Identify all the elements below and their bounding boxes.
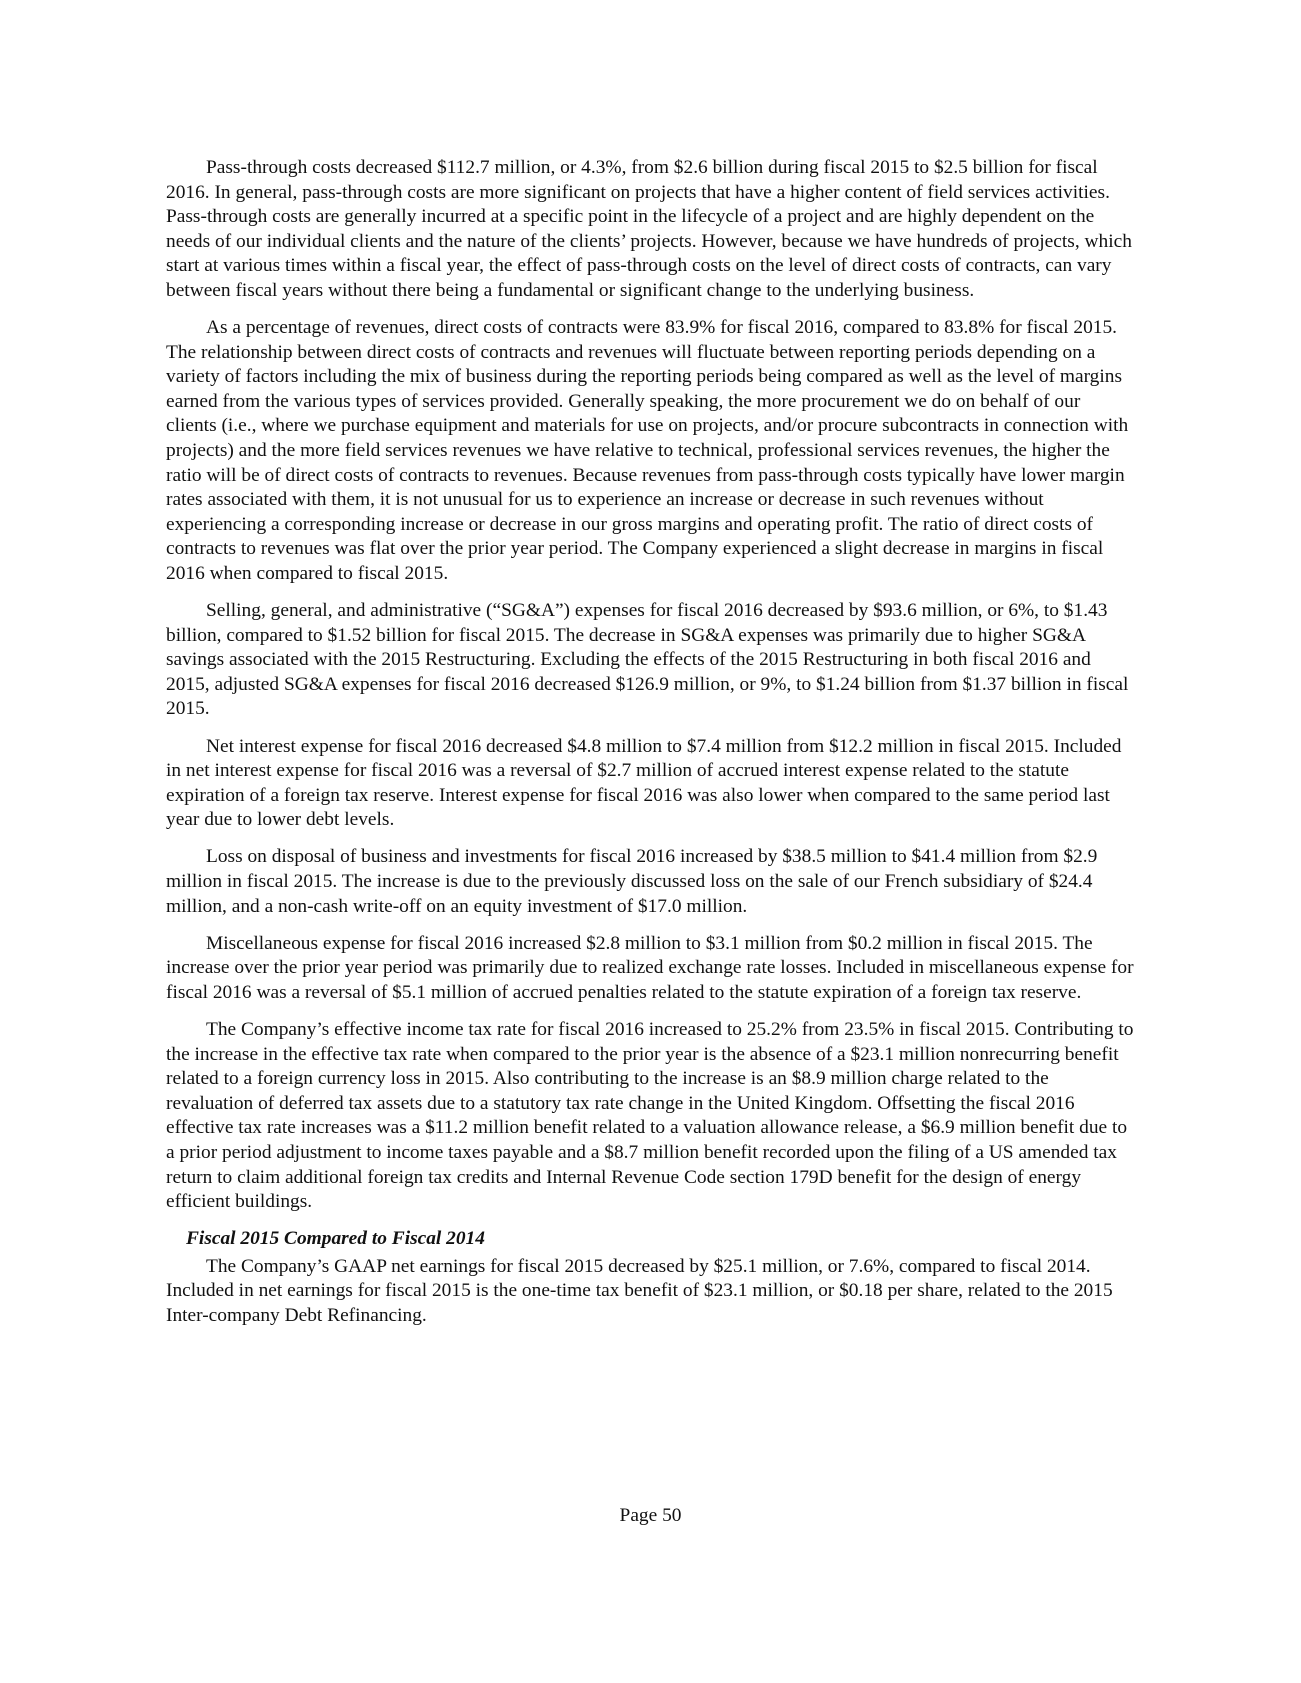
document-body xyxy=(166,156,1134,1341)
paragraph-miscellaneous-expense: Miscellaneous expense for fiscal 2016 increased $2.8 million to $3.1 million from $0.2 million in fiscal 2015. The increase over the prior year period was primarily due to realized exchange rate losses. Included in miscellaneous expense for fiscal 2016 was a reversal of $5.1 million of accrued penalties related to the statute expiration of a foreign tax reserve. xyxy=(166,932,1134,1003)
paragraph-effective-tax-rate: The Company’s effective income tax rate for fiscal 2016 increased to 25.2% from 23.5% in fiscal 2015. Contributing to the increase in the effective tax rate when compared to the prior year is the absence of a $23.1 million nonrecurring benefit related to a foreign currency loss in 2015. Also contributing to the increase is an $8.9 million charge related to the revaluation of deferred tax assets due to a statutory tax rate change in the United Kingdom. Offsetting the fiscal 2016 effective tax rate increases was a $11.2 million benefit related to a valuation allowance release, a $6.9 million benefit due to a prior period adjustment to income taxes payable and a $8.7 million benefit recorded upon the filing of a US amended tax return to claim additional foreign tax credits and Internal Revenue Code section 179D benefit for the design of energy efficient buildings. xyxy=(166,1019,1134,1213)
section-heading: Fiscal 2015 Compared to Fiscal 2014 xyxy=(186,1228,485,1250)
paragraph-pass-through-costs: Pass-through costs decreased $112.7 million, or 4.3%, from $2.6 billion during fiscal 2015 to $2.5 billion for fiscal 2016. In general, pass-through costs are more significant on projects that have a higher content of field services activities. Pass-through costs are generally incurred at a specific point in the lifecycle of a project and are highly dependent on the needs of our individual clients and the nature of the clients’ projects. However, because we have hundreds of projects, which start at various times within a fiscal year, the effect of pass-through costs on the level of direct costs of contracts, can vary between fiscal years without there being a fundamental or significant change to the underlying business. xyxy=(166,157,1132,301)
paragraph-net-interest-expense: Net interest expense for fiscal 2016 decreased $4.8 million to $7.4 million from $12.2 million in fiscal 2015. Included in net interest expense for fiscal 2016 was a reversal of $2.7 million of accrued interest expense related to the statute expiration of a foreign tax reserve. Interest expense for fiscal 2016 was also lower when compared to the same period last year due to lower debt levels. xyxy=(166,735,1122,831)
page-number: Page 50 xyxy=(619,1505,682,1526)
paragraph-loss-on-disposal: Loss on disposal of business and investments for fiscal 2016 increased by $38.5 million to $41.4 million from $2.9 million in fiscal 2015. The increase is due to the previously discussed loss on the sale of our French subsidiary of $24.4 million, and a non-cash write-off on an equity investment of $17.0 million. xyxy=(166,846,1098,917)
paragraph-gaap-net-earnings: The Company’s GAAP net earnings for fiscal 2015 decreased by $25.1 million, or 7.6%, compared to fiscal 2014. Included in net earnings for fiscal 2015 is the one-time tax benefit of $23.1 million, or $0.18 per share, related to the 2015 Inter-company Debt Refinancing. xyxy=(166,1255,1113,1327)
paragraph-sga-expenses: Selling, general, and administrative (“SG&A”) expenses for fiscal 2016 decreased by $93.6 million, or 6%, to $1.43 billion, compared to $1.52 billion for fiscal 2015. The decrease in SG&A expenses was primarily due to higher SG&A savings associated with the 2015 Restructuring. Excluding the effects of the 2015 Restructuring in both fiscal 2016 and 2015, adjusted SG&A expenses for fiscal 2016 decreased $126.9 million, or 9%, to $1.24 billion from $1.37 billion in fiscal 2015. xyxy=(166,600,1129,720)
paragraph-direct-costs-percentage: As a percentage of revenues, direct costs of contracts were 83.9% for fiscal 2016, compared to 83.8% for fiscal 2015. The relationship between direct costs of contracts and revenues will fluctuate between reporting periods depending on a variety of factors including the mix of business during the reporting periods being compared as well as the level of margins earned from the various types of services provided. Generally speaking, the more procurement we do on behalf of our clients (i.e., where we purchase equipment and materials for use on projects, and/or procure subcontracts in connection with projects) and the more field services revenues we have relative to technical, professional services revenues, the higher the ratio will be of direct costs of contracts to revenues. Because revenues from pass-through costs typically have lower margin rates associated with them, it is not unusual for us to experience an increase or decrease in such revenues without experiencing a corresponding increase or decrease in our gross margins and operating profit. The ratio of direct costs of contracts to revenues was flat over the prior year period. The Company experienced a slight decrease in margins in fiscal 2016 when compared to fiscal 2015. xyxy=(166,317,1129,584)
